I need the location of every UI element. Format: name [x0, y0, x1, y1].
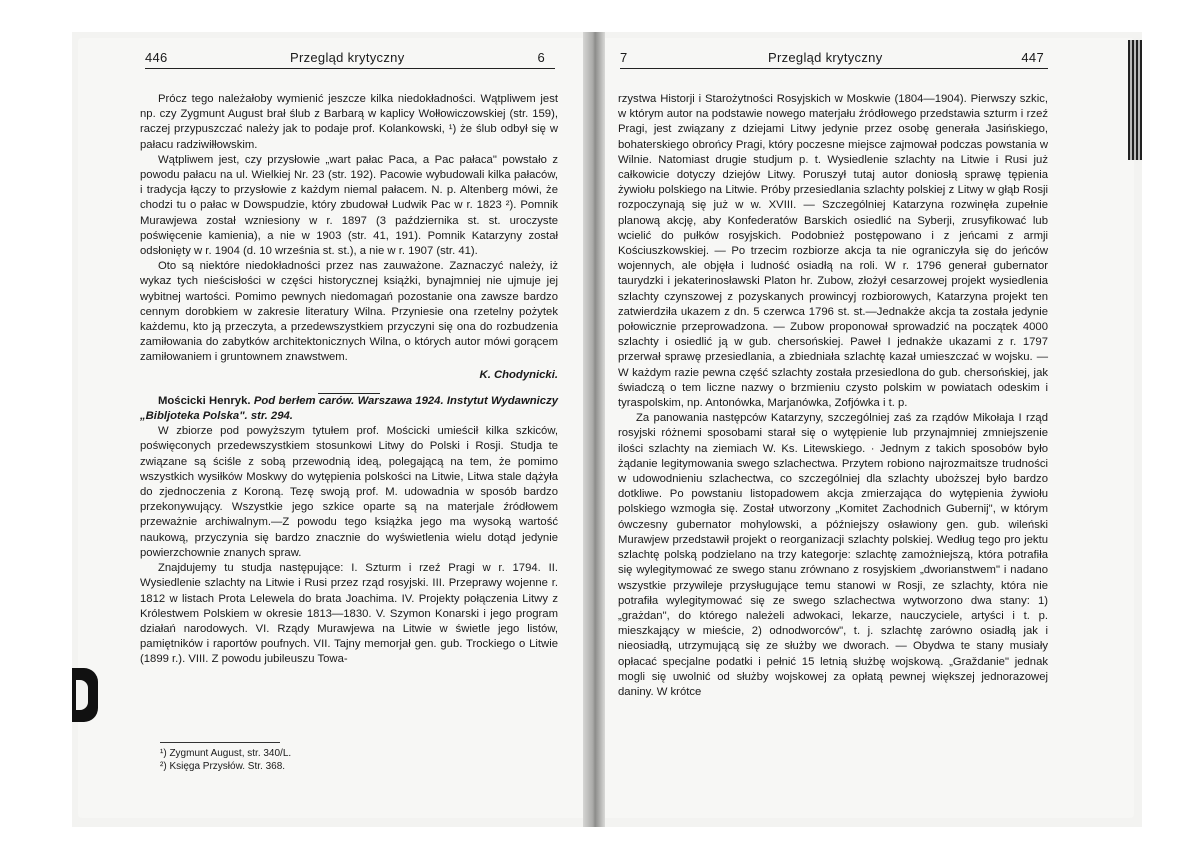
paragraph: Wątpliwem jest, czy przysłowie „wart pałac Paca, a Pac pałaca" powstało z powodu pałacu na ul. Wielkiej Nr. 23 (str. 192). Pacowie wybudowali kilka pałaców, i tradycja łączy to przysłowie z każdym niemal pałacem. N. p. Altenberg mówi, że chodzi tu o pałac w Dowspudzie, który zbudował Ludwik Pac w r. 1823 ²). Pomnik Murawjewa został wzniesiony w r. 1897 (3 października st. st. uroczyste poświęcenie kamienia), a nie w 1903 (str. 41, 191). Pomnik Katarzyny został odsłonięty w r. 1904 (d. 10 września st. st.), a nie w r. 1907 (str. 41).	[140, 153, 558, 258]
paragraph: Prócz tego należałoby wymienić jeszcze kilka niedokładności. Wątpliwem jest np. czy Zygmunt August brał ślub z Barbarą w kaplicy Wołłowiczowskiej (str. 159), raczej przypuszczać należy jak to podaje prof. Kolankowski, ¹) że ślub odbył się w pałacu radziwiłłowskim.	[140, 93, 558, 151]
footnote: ²) Księga Przysłów. Str. 368.	[160, 761, 286, 772]
left-running-title: Przegląd krytyczny	[290, 50, 405, 65]
paragraph: rzystwa Historji i Starożytności Rosyjskich w Moskwie (1804—1904). Pierwszy szkic, w którym autor na podstawie nowego materjału źródłowego przedstawia szturm i rzeź Pragi, jest związany z dziejami Litwy jedynie przez osobę generała Jasińskiego, bohaterskiego obrońcy Pragi, który poczesne miejsce zajmował podczas powstania w Wilnie. Natomiast drugie studjum p. t. Wysiedlenie szlachty na Litwie i Rusi już całkowicie dotyczy dziejów Litwy. Poruszył tutaj autor doniosłą sprawę tępienia żywiołu polskiego na Litwie. Próby przesiedlania szlachty polskiej z Litwy w głąb Rosji rozpoczynają się już w w. XVIII. — Szczególniej Katarzyna rozwinęła zupełnie planową akcję, aby Konfederatów Barskich osiedlić na Syberji, zrusyfikować lub wcielić do pułków rosyjskich. Podobnież postępowano i z jeńcami z armji Kościuszkowskiej. — Po trzecim rozbiorze akcja ta nie ograniczyła się do jeńców wojennych, ale objęła i ludność osiadłą na roli. W r. 1796 generał gubernator taurydzki i jekaterinosławski Platon hr. Zubow, złożył cesarzowej projekt wysiedlenia szlachty czynszowej z pozyskanych prowincyj rozbiorowych, Katarzyna projekt ten zatwierdziła ukazem z dn. 5 czerwca 1796 st. st.—Jednakże akcja ta została jedynie połowicznie przeprowadzona. — Zubow proponował sprowadzić na początek 4000 szlachty i osiedlić ją w gub. chersońskiej. Paweł I jednakże ukazami z r. 1797 przerwał sprawę przesiedlania, a zbiedniała szlachtę kazał umieszczać w wojsku. — W każdym razie pewna część szlachty została przesiedlona do gub. chersońskiej, jak świadczą o tem liczne nazwy o brzmieniu czysto polskim w powiatach odeskim i tyraspolskim, np. Antonówka, Marjanówka, Zofjówka i t. p.	[618, 93, 1048, 410]
page-edge-stripes	[1128, 40, 1142, 160]
binder-clip-icon	[72, 668, 98, 722]
left-page-header	[145, 50, 555, 69]
left-page-number: 446	[145, 50, 168, 65]
paragraph: Znajdujemy tu studja następujące: I. Szturm i rzeź Pragi w r. 1794. II. Wysiedlenie szlachty na Litwie i Rusi przez rząd rosyjski. III. Przeprawy wojenne r. 1812 w listach Prota Lelewela do brata Joachima. IV. Projekty połączenia Litwy z Królestwem Polskiem w okresie 1813—1830. V. Szymon Konarski i jego program działań narodowych. VI. Rządy Murawjewa na Litwie w świetle jego listów, pamiętników i raportów poufnych. VII. Tajny memorjał gen. gub. Trockiego o Litwie (1899 r.). VIII. Z powodu jubileuszu Towa-	[140, 562, 558, 666]
right-page-number: 447	[1021, 50, 1044, 65]
left-page-body	[140, 92, 558, 668]
footnote: ¹) Zygmunt August, str. 340/L.	[160, 748, 292, 759]
review-title: Pod berłem carów. Warszawa 1924. Instytut Wydawniczy „Bibljoteka Polska". str. 294.	[140, 394, 558, 423]
left-section-number: 6	[537, 50, 545, 65]
review-author: Mościcki Henryk.	[158, 394, 251, 407]
signature: K. Chodynicki.	[479, 368, 558, 381]
right-page-body	[618, 92, 1048, 700]
right-section-number: 7	[620, 50, 628, 65]
review-heading	[140, 394, 558, 424]
book-gutter	[583, 32, 605, 827]
paragraph: Oto są niektóre niedokładności przez nas zauważone. Zaznaczyć należy, iż wykaz tych nieścisłości w części historycznej książki, bynajmniej nie ujmuje jej wybitnej wartości. Pomimo pewnych niedomagań pozostanie ona zawsze bardzo cennym dorobkiem w zakresie literatury Wilna. Przyniesie ona rzetelny pożytek każdemu, kto ją przeczyta, a przedewszystkiem przyczyni się ona do rozbudzenia zamiłowania do zabytków architektonicznych Wilna, o których autor mówi gorącem zamiłowaniem i gruntownem znawstwem.	[140, 260, 558, 364]
right-running-title: Przegląd krytyczny	[768, 50, 883, 65]
paragraph: W zbiorze pod powyższym tytułem prof. Mościcki umieścił kilka szkiców, poświęconych przedewszystkiem stosunkowi Litwy do Polski i Rosji. Studja te związane są ściśle z sobą przewodnią ideą, polegającą na tem, że pomimo wszystkich wysiłków Moskwy do wytępienia polskości na Litwie, Litwa stale dążyła do zjednoczenia z Koroną. Tezę swoją prof. M. udowadnia w sposób bardzo przekonywujący. Wszystkie jego szkice oparte są na materjale źródłowem przeważnie archiwalnym.—Z powodu tego książka jego ma wysoką wartość naukową, przyczynia się bardzo znacznie do wyświetlenia wielu dotąd jedynie powierzchownie znanych spraw.	[140, 425, 558, 559]
right-page-header	[620, 50, 1048, 69]
footnote-divider	[160, 742, 280, 743]
paragraph: Za panowania następców Katarzyny, szczególniej zaś za rządów Mikołaja I rząd rosyjski różnemi sposobami starał się o wytępienie lub przynajmniej zmniejszenie ilości szlachty na ziemiach W. Ks. Litewskiego. · Jednym z takich sposobów było żądanie legitymowania swego szlachectwa. Przytem robiono najrozmaitsze trudności w udowodnieniu szlachectwa, co szczególniej dla szlachty uboższej było bardzo dotkliwe. Po powstaniu listopadowem akcja zmierzająca do wytępienia żywiołu polskiego wzmogła się. Został utworzony „Komitet Zachodnich Gubernij", w którym ówczesny gubernator mohylowski, a późniejszy osławiony gen. gub. wileński Murawjew przedstawił projekt o reorganizacji szlachty polskiej. Według tego pro jektu szlachtę polską podzielano na trzy kategorje: szlachtę zamożniejszą, która potrafiła się wylegitymować ze swego stanu zrównano z rosyjskiem „dworianstwem" i nadano wszystkie przywileje przysługujące temu stanowi w Rosji, ze szlachty, która nie potrafiła wylegitymować się ze swego szlachectwa wytworzono dwa stany: 1) „grażdan", do którego należeli adwokaci, lekarze, nauczyciele, artyści i t. p. mieszkający w mieście, 2) odnodworców", t. j. szlachtę zarówno osiadłą jak i nieosiadłą, utrzymującą się ze służby we dworach. — Obydwa te stany musiały opłacać specjalne podatki i pełnić 15 letnią służbę wojskową. „Graždanie" jednak mogli się uwolnić od służby wojskowej za opłatą pewnej większej jednorazowej daniny. W krótce	[618, 412, 1048, 698]
